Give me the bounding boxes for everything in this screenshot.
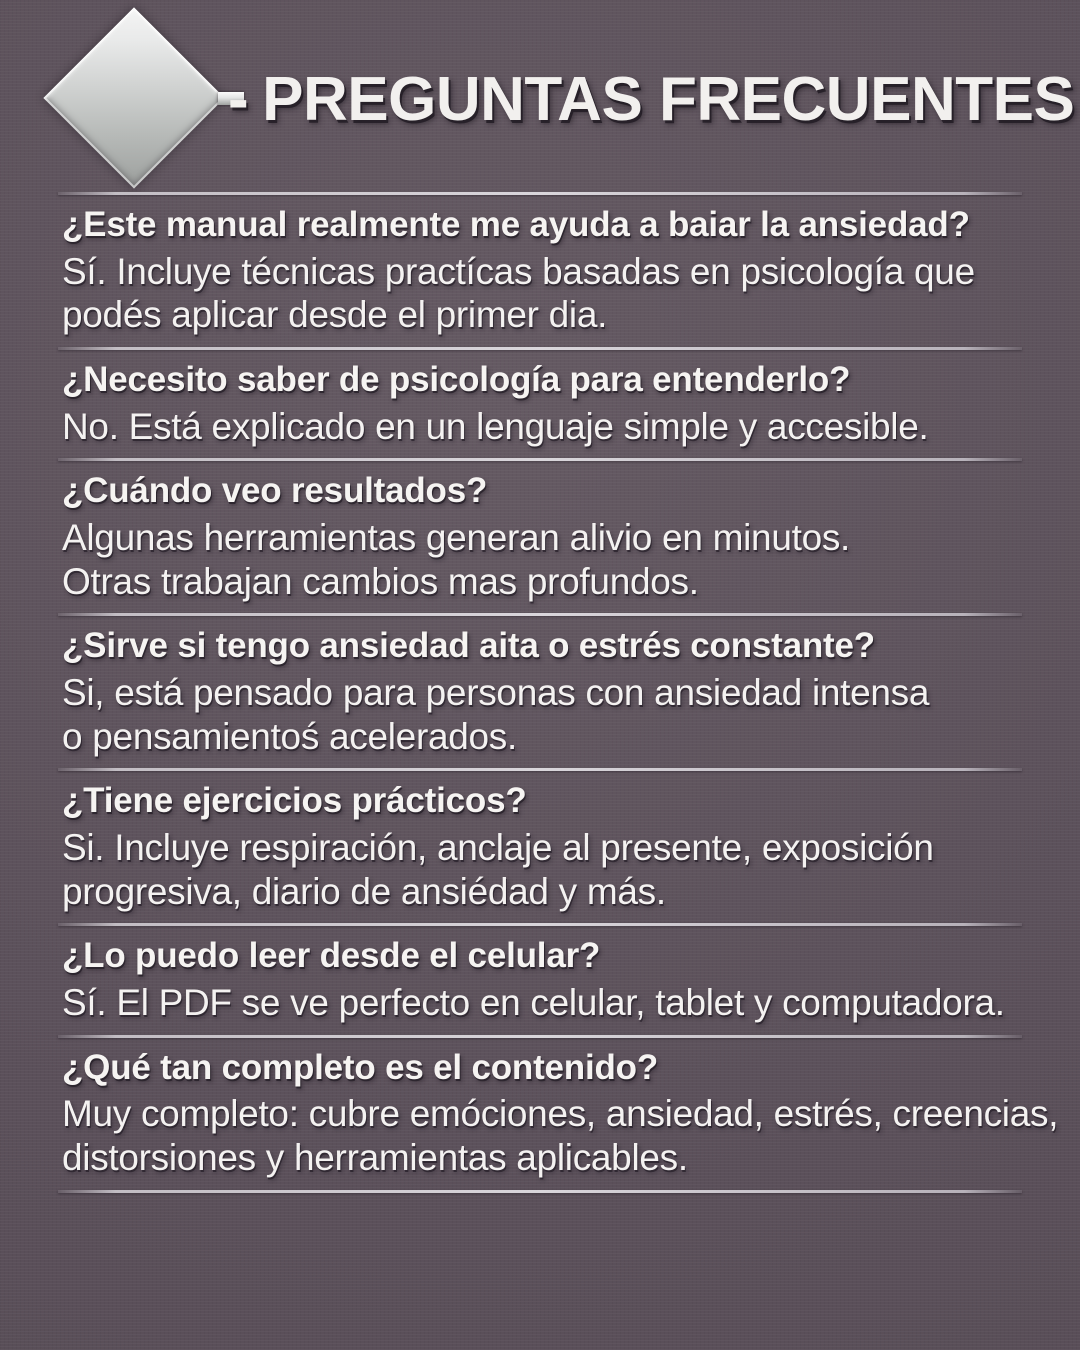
faq-answer-line: Sí. El PDF se ve perfecto en celular, tablet y computadora.: [62, 982, 1005, 1024]
faq-item[interactable]: [0, 461, 1080, 613]
faq-item[interactable]: [0, 771, 1080, 923]
faq-question: ¿Lo puedo leer desde el celular?: [62, 936, 601, 976]
faq-answer: [62, 671, 1080, 758]
faq-answer-line: progresiva, diario de ansiédad y más.: [62, 870, 666, 912]
faq-answer-line: o pensamientoś acelerados.: [62, 715, 517, 757]
faq-answer: [62, 516, 1080, 603]
faq-answer: [62, 981, 1080, 1025]
faq-answer-line: Si. Incluye respiración, anclaje al presente, exposición: [62, 827, 934, 869]
faq-answer-line: Algunas herramientas generan alivio en minutos.: [62, 517, 851, 559]
faq-item[interactable]: [0, 926, 1080, 1034]
faq-item[interactable]: [0, 350, 1080, 458]
faq-question: ¿Qué tan completo es el contenido?: [62, 1047, 659, 1087]
faq-answer-line: distorsiones y herramientas aplicables.: [62, 1137, 688, 1179]
faq-answer-line: Otras trabajan cambios mas profundos.: [62, 560, 699, 602]
faq-answer-line: podés aplicar desde el primer dia.: [62, 294, 608, 336]
faq-divider: [58, 1190, 1022, 1193]
header: [0, 0, 1080, 192]
diamond-shape: [43, 7, 224, 188]
faq-answer-line: No. Está explicado en un lenguaje simple y accesible.: [62, 405, 929, 447]
faq-answer: [62, 405, 1080, 449]
page-title: [228, 64, 1075, 135]
faq-answer: [62, 250, 1080, 337]
faq-list: [0, 192, 1080, 1193]
faq-item[interactable]: [0, 195, 1080, 347]
title-dash: -: [228, 65, 249, 134]
diamond-icon: [44, 8, 224, 188]
faq-answer: [62, 1092, 1080, 1179]
faq-answer-line: Muy completo: cubre emóciones, ansiedad, estrés, creencias,: [62, 1093, 1059, 1135]
faq-answer: [62, 826, 1080, 913]
faq-answer-line: Si, está pensado para personas con ansiedad intensa: [62, 672, 930, 714]
faq-question: ¿Cuándo veo resultados?: [62, 471, 488, 511]
faq-item[interactable]: [0, 1038, 1080, 1190]
title-text: PREGUNTAS FRECUENTES: [262, 65, 1075, 134]
faq-question: ¿Necesito saber de psicología para entenderlo?: [62, 360, 851, 399]
faq-item[interactable]: [0, 616, 1080, 768]
faq-answer-line: Sí. Incluye técnicas practícas basadas en psicología que: [62, 250, 975, 292]
faq-question: ¿Este manual realmente me ayuda a baiar la ansiedad?: [62, 205, 970, 244]
faq-question: ¿Sirve si tengo ansiedad aita o estrés constante?: [62, 626, 875, 666]
faq-question: ¿Tiene ejercicios prácticos?: [62, 781, 527, 821]
